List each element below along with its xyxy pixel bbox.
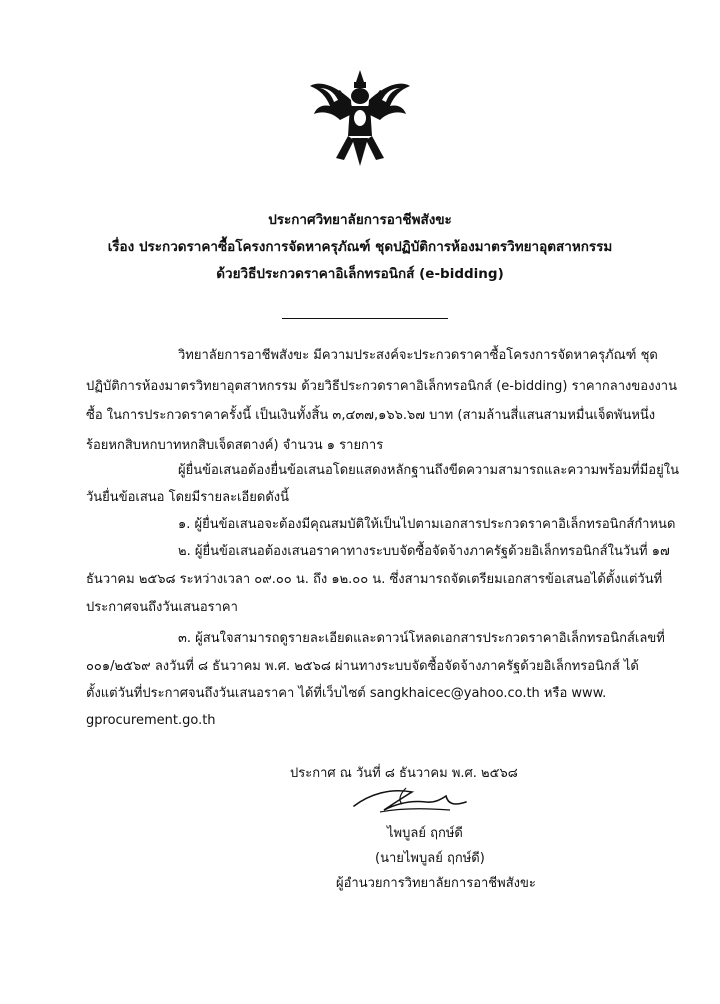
announcement-method: ด้วยวิธีประกวดราคาอิเล็กทรอนิกส์ (e-bidding) (216, 266, 504, 282)
announcement-title: ประกาศวิทยาลัยการอาชีพสังขะ (268, 212, 452, 228)
signer-position: ผู้อำนวยการวิทยาลัยการอาชีพสังขะ (336, 876, 536, 891)
garuda-emblem-icon (306, 66, 414, 174)
title-divider (282, 318, 448, 319)
paragraph-1-line-4: ร้อยหกสิบหกบาทหกสิบเจ็ดสตางค์) จำนวน ๑ รายการ (86, 438, 384, 453)
requirement-item-3-line-3: ตั้งแต่วันที่ประกาศจนถึงวันเสนอราคา ได้ที่เว็บไซต์ sangkhaicec@yahoo.co.th หรือ www. (86, 686, 607, 701)
requirement-item-3-line-1: ๓. ผู้สนใจสามารถดูรายละเอียดและดาวน์โหลดเอกสารประกวดราคาอิเล็กทรอนิกส์เลขที่ (178, 631, 665, 646)
signer-full-name: (นายไพบูลย์ ฤกษ์ดี) (375, 851, 485, 866)
handwritten-signature-icon (350, 780, 470, 816)
paragraph-2-line-1: ผู้ยื่นข้อเสนอต้องยื่นข้อเสนอโดยแสดงหลักฐานถึงขีดความสามารถและความพร้อมที่มีอยู่ใน (178, 463, 679, 478)
paragraph-1-line-1: วิทยาลัยการอาชีพสังขะ มีความประสงค์จะประกวดราคาซื้อโครงการจัดหาครุภัณฑ์ ชุด (178, 348, 658, 363)
announcement-date: ประกาศ ณ วันที่ ๘ ธันวาคม พ.ศ. ๒๕๖๘ (290, 766, 518, 781)
requirement-item-2-line-3: ประกาศจนถึงวันเสนอราคา (86, 600, 238, 615)
requirement-item-1: ๑. ผู้ยื่นข้อเสนอจะต้องมีคุณสมบัติให้เป็นไปตามเอกสารประกวดราคาอิเล็กทรอนิกส์กำหนด (178, 517, 676, 532)
paragraph-2-line-2: วันยื่นข้อเสนอ โดยมีรายละเอียดดังนี้ (86, 490, 290, 505)
requirement-item-2-line-2: ธันวาคม ๒๕๖๘ ระหว่างเวลา ๐๙.๐๐ น. ถึง ๑๒.๐๐ น. ซึ่งสามารถจัดเตรียมเอกสารข้อเสนอได้ตั้งแต่วันที่ (86, 572, 663, 587)
paragraph-1-line-3: ซื้อ ในการประกวดราคาครั้งนี้ เป็นเงินทั้งสิ้น ๓,๔๓๗,๑๖๖.๖๗ บาท (สามล้านสี่แสนสามหมื่นเจ็ดพันหนึ่ง (86, 408, 656, 423)
paragraph-1-line-2: ปฏิบัติการห้องมาตรวิทยาอุตสาหกรรม ด้วยวิธีประกวดราคาอิเล็กทรอนิกส์ (e-bidding) ราคากลางของงาน (86, 379, 677, 394)
signer-name: ไพบูลย์ ฤกษ์ดี (387, 826, 463, 841)
requirement-item-3-line-4: gprocurement.go.th (86, 713, 216, 728)
requirement-item-2-line-1: ๒. ผู้ยื่นข้อเสนอต้องเสนอราคาทางระบบจัดซื้อจัดจ้างภาครัฐด้วยอิเล็กทรอนิกส์ในวันที่ ๑๗ (178, 544, 670, 559)
requirement-item-3-line-2: ๐๐๑/๒๕๖๙ ลงวันที่ ๘ ธันวาคม พ.ศ. ๒๕๖๘ ผ่านทางระบบจัดซื้อจัดจ้างภาครัฐด้วยอิเล็กทรอนิกส์ ได้ (86, 659, 639, 674)
announcement-subject: เรื่อง ประกวดราคาซื้อโครงการจัดหาครุภัณฑ์ ชุดปฏิบัติการห้องมาตรวิทยาอุตสาหกรรม (107, 239, 613, 255)
